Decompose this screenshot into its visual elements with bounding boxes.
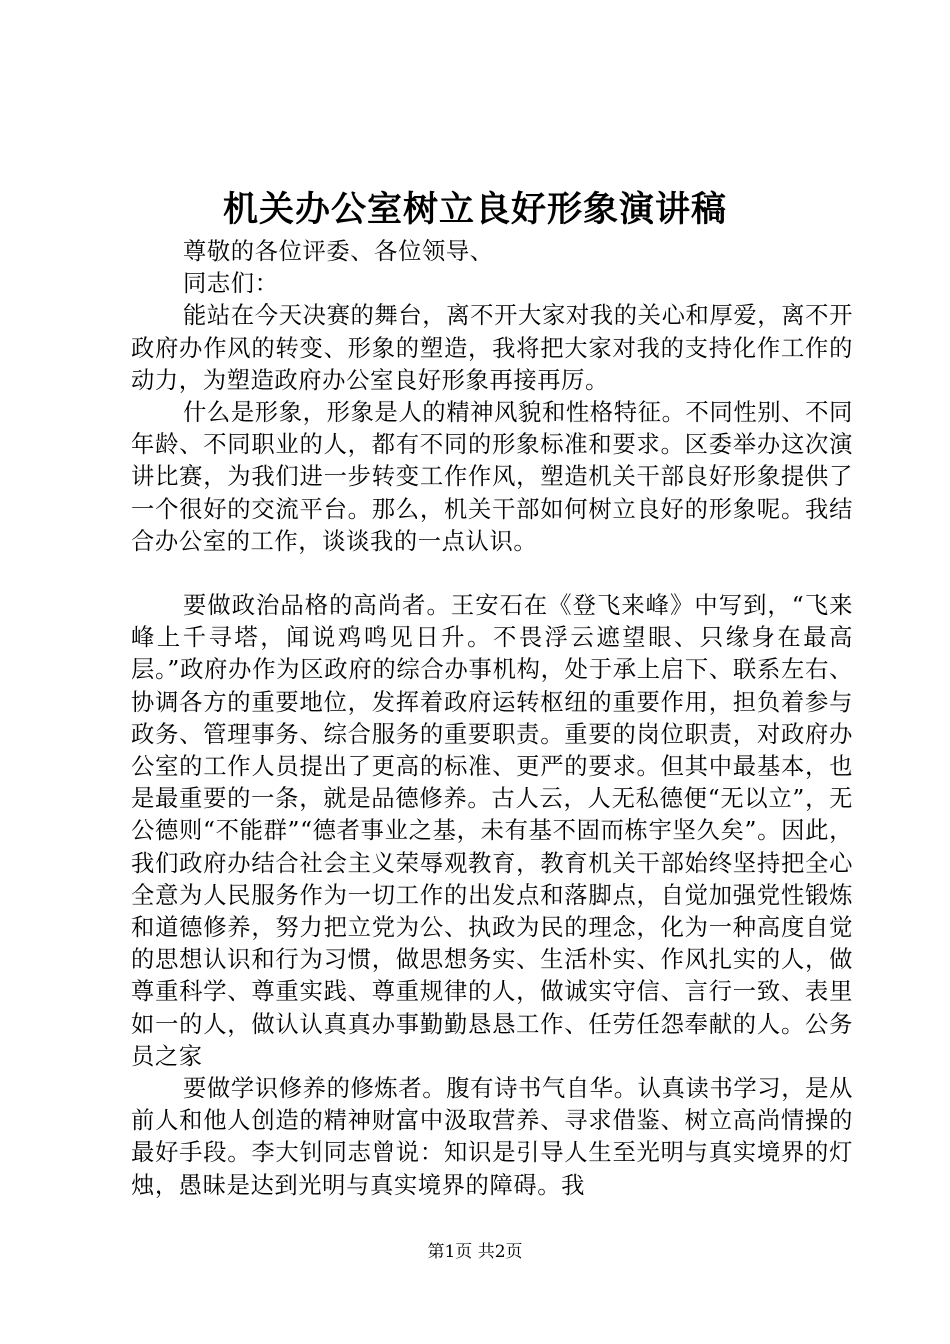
body-paragraph: 能站在今天决赛的舞台，离不开大家对我的关心和厚爱，离不开政府办作风的转变、形象的塑造，我将把大家对我的支持化作工作的动力，为塑造政府办公室良好形象再接再厉。 <box>131 302 853 394</box>
page-footer: 第1页 共2页 <box>427 1242 523 1262</box>
body-paragraph: 要做学识修养的修炼者。腹有诗书气自华。认真读书学习，是从前人和他人创造的精神财富中汲取营养、寻求借鉴、树立高尚情操的最好手段。李大钊同志曾说：知识是引导人生至光明与真实境界的灯烛，愚昧是达到光明与真实境界的障碍。我 <box>131 1075 853 1199</box>
document-title: 机关办公室树立良好形象演讲稿 <box>222 189 727 230</box>
salutation-line: 尊敬的各位评委、各位领导、 <box>183 238 494 265</box>
salutation-line: 同志们： <box>183 270 279 298</box>
body-paragraph: 要做政治品格的高尚者。王安石在《登飞来峰》中写到，“飞来峰上千寻塔，闻说鸡鸣见日升。不畏浮云遮望眼、只缘身在最高层。”政府办作为区政府的综合办事机构，处于承上启下、联系左右、协调各方的重要地位，发挥着政府运转枢纽的重要作用，担负着参与政务、管理事务、综合服务的重要职责。重要的岗位职责，对政府办公室的工作人员提出了更高的标准、更严的要求。但其中最基本，也是最重要的一条，就是品德修养。古人云，人无私德便“无以立”，无公德则“不能群”“德者事业之基，未有基不固而栋宇坚久矣”。因此，我们政府办结合社会主义荣辱观教育，教育机关干部始终坚持把全心全意为人民服务作为一切工作的出发点和落脚点，自觉加强党性锻炼和道德修养，努力把立党为公、执政为民的理念，化为一种高度自觉的思想认识和行为习惯，做思想务实、生活朴实、作风扎实的人，做尊重科学、尊重实践、尊重规律的人，做诚实守信、言行一致、表里如一的人，做认认真真办事勤勤恳恳工作、任劳任怨奉献的人。公务员之家 <box>131 592 853 1070</box>
body-paragraph: 什么是形象，形象是人的精神风貌和性格特征。不同性别、不同年龄、不同职业的人，都有不同的形象标准和要求。区委举办这次演讲比赛，为我们进一步转变工作作风，塑造机关干部良好形象提供了一个很好的交流平台。那么，机关干部如何树立良好的形象呢。我结合办公室的工作，谈谈我的一点认识。 <box>131 399 853 555</box>
document-body <box>131 236 853 1202</box>
